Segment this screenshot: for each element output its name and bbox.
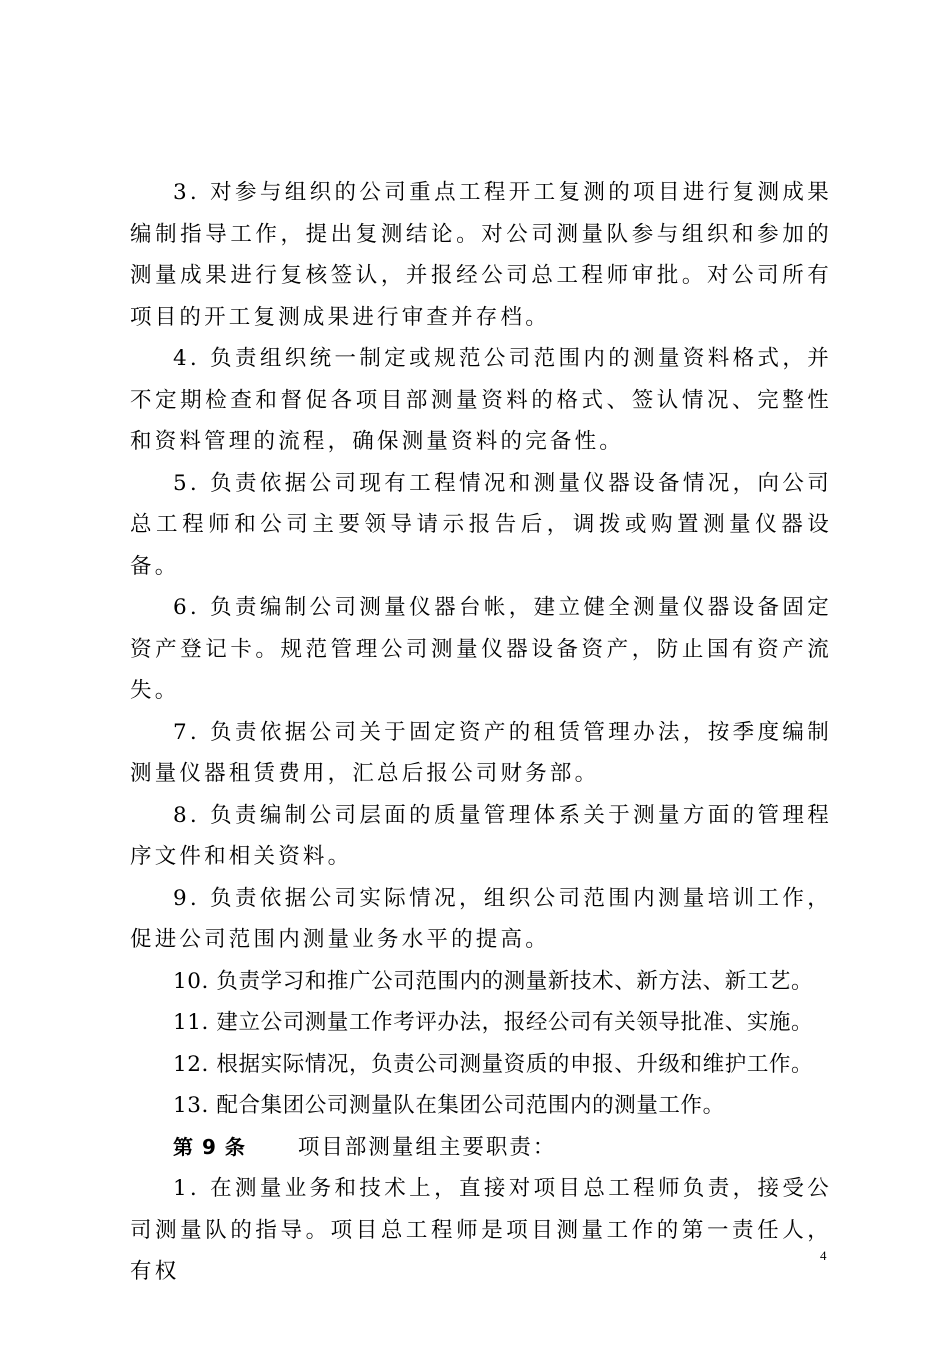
article-title: 项目部测量组主要职责： <box>297 1134 557 1160</box>
paragraph-item-5: 5. 负责依据公司现有工程情况和测量仪器设备情况，向公司总工程师和公司主要领导请示报告后，调拨或购置测量仪器设备。 <box>130 470 832 579</box>
paragraph-item-11: 11. 建立公司测量工作考评办法，报经公司有关领导批准、实施。 <box>173 1010 814 1035</box>
paragraph-item-3: 3. 对参与组织的公司重点工程开工复测的项目进行复测成果编制指导工作，提出复测结论。对公司测量队参与组织和参加的测量成果进行复核签认，并报经公司总工程师审批。对公司所有项目的开工复测成果进行审查并存档。 <box>130 180 832 330</box>
paragraph-item-4: 4. 负责组织统一制定或规范公司范围内的测量资料格式，并不定期检查和督促各项目部测量资料的格式、签认情况、完整性和资料管理的流程，确保测量资料的完备性。 <box>130 346 832 454</box>
paragraph-item-6: 6. 负责编制公司测量仪器台帐，建立健全测量仪器设备固定资产登记卡。规范管理公司测量仪器设备资产，防止国有资产流失。 <box>130 595 832 703</box>
paragraph-item-8: 8. 负责编制公司层面的质量管理体系关于测量方面的管理程序文件和相关资料。 <box>130 802 832 869</box>
article-heading <box>130 1127 832 1169</box>
paragraph-item-13: 13. 配合集团公司测量队在集团公司范围内的测量工作。 <box>173 1093 725 1118</box>
paragraph-item-10: 10. 负责学习和推广公司范围内的测量新技术、新方法、新工艺。 <box>173 968 814 994</box>
paragraph-item-9: 9. 负责依据公司实际情况，组织公司范围内测量培训工作，促进公司范围内测量业务水平的提高。 <box>130 885 832 952</box>
page-number: 4 <box>820 1248 827 1263</box>
paragraph-article-9-item-1: 1. 在测量业务和技术上，直接对项目总工程师负责，接受公司测量队的指导。项目总工程师是项目测量工作的第一责任人，有权 <box>130 1176 832 1284</box>
article-label: 第 9 条 <box>173 1134 246 1159</box>
document-body <box>130 172 832 1293</box>
paragraph-item-7: 7. 负责依据公司关于固定资产的租赁管理办法，按季度编制测量仪器租赁费用，汇总后报公司财务部。 <box>130 719 832 786</box>
paragraph-item-12: 12. 根据实际情况，负责公司测量资质的申报、升级和维护工作。 <box>173 1051 814 1077</box>
